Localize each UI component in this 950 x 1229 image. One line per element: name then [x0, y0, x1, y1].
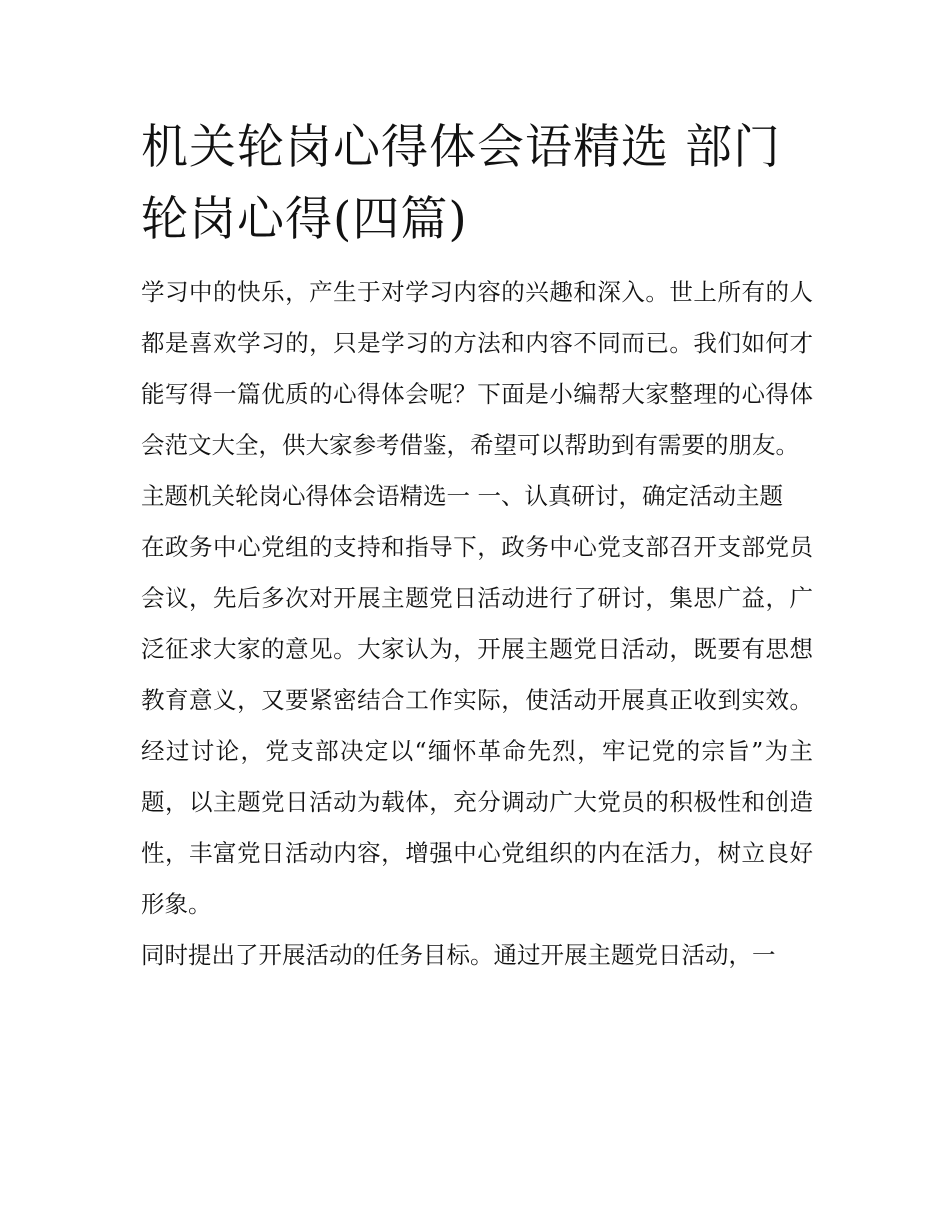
body-paragraph: 同时提出了开展活动的任务目标。通过开展主题党日活动，一: [141, 941, 776, 969]
document-title: 机关轮岗心得体会语精选 部门轮岗心得(四篇): [141, 120, 781, 247]
body-paragraph: 在政务中心党组的支持和指导下，政务中心党支部召开支部党员会议，先后多次对开展主题党日活动进行了研讨，集思广益，广泛征求大家的意见。大家认为，开展主题党日活动，既要有思想教育意义，又要紧密结合工作实际，使活动开展真正收到实效。经过讨论，党支部决定以“缅怀革命先烈，牢记党的宗旨”为主题，以主题党日活动为载体，充分调动广大党员的积极性和创造性，丰富党日活动内容，增强中心党组织的内在活力，树立良好形象。: [141, 533, 813, 918]
section-heading: 主题机关轮岗心得体会语精选一 一、认真研讨，确定活动主题: [141, 482, 783, 510]
intro-paragraph: 学习中的快乐，产生于对学习内容的兴趣和深入。世上所有的人都是喜欢学习的，只是学习的方法和内容不同而已。我们如何才能写得一篇优质的心得体会呢？下面是小编帮大家整理的心得体会范文大全，供大家参考借鉴，希望可以帮助到有需要的朋友。: [141, 278, 813, 459]
document-body: [141, 112, 813, 981]
